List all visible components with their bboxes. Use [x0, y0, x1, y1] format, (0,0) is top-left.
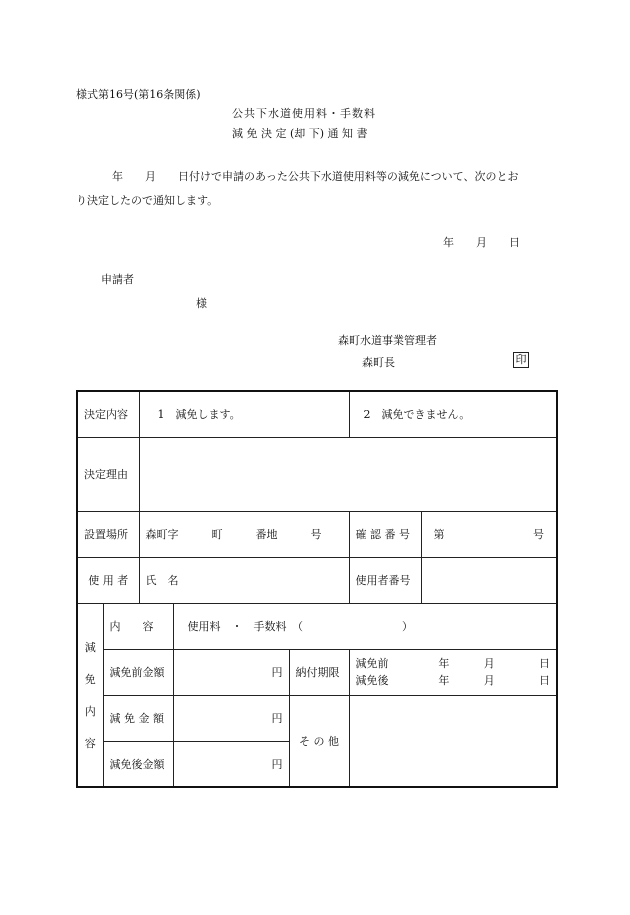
deadline-before-row — [356, 655, 551, 672]
section-char: 内 — [84, 704, 96, 718]
user-number-value — [421, 557, 557, 603]
after-amount-label: 減免後金額 — [103, 741, 173, 787]
other-label: そ の 他 — [289, 695, 349, 787]
honorific: 様 — [196, 297, 207, 310]
decision-option-reject: 2 減免できません。 — [349, 391, 557, 437]
reason-value — [139, 437, 557, 511]
after-amount-yen: 円 — [173, 741, 289, 787]
section-char: 容 — [84, 736, 96, 750]
before-amount-label: 減免前金額 — [103, 649, 173, 695]
body-line-1: 年 月 日付けで申請のあった公共下水道使用料等の減免について、次のとお — [112, 170, 519, 183]
user-number-label: 使用者番号 — [349, 557, 421, 603]
before-amount-yen: 円 — [173, 649, 289, 695]
decision-label: 決定内容 — [77, 391, 139, 437]
title-line-2: 減 免 決 定 (却 下) 通 知 書 — [232, 127, 368, 140]
deadline-before-month: 月 — [483, 657, 495, 670]
seal-mark — [513, 352, 529, 368]
deadline-dates — [349, 649, 557, 695]
deadline-after-row — [356, 672, 551, 689]
user-name-label: 氏 名 — [139, 557, 349, 603]
seal-box: 印 — [513, 352, 529, 368]
applicant-label: 申請者 — [101, 273, 134, 286]
section-char: 免 — [84, 672, 96, 686]
user-label: 使 用 者 — [77, 557, 139, 603]
location-value: 森町字 町 番地 号 — [139, 511, 349, 557]
section-char: 減 — [84, 640, 96, 654]
issue-date: 年 月 日 — [443, 236, 520, 249]
deadline-before-label: 減免前 — [355, 657, 389, 670]
confirm-number-label: 確 認 番 号 — [349, 511, 421, 557]
decision-option-approve: 1 減免します。 — [139, 391, 349, 437]
body-line-2: り決定したので通知します。 — [76, 194, 219, 207]
deadline-label: 納付期限 — [289, 649, 349, 695]
reason-label: 決定理由 — [77, 437, 139, 511]
reduction-amount-yen: 円 — [173, 695, 289, 741]
location-label: 設置場所 — [77, 511, 139, 557]
form-number: 様式第16号(第16条関係) — [76, 88, 201, 101]
content-value: 使用料 ・ 手数料 （ ） — [173, 603, 557, 649]
decision-table — [76, 390, 558, 788]
content-label: 内 容 — [103, 603, 173, 649]
deadline-before-year: 年 — [438, 657, 450, 670]
issuer-title: 森町水道事業管理者 — [338, 334, 437, 347]
reduction-amount-label: 減 免 金 額 — [103, 695, 173, 741]
reduction-section-label — [77, 603, 103, 787]
confirm-number-value — [421, 511, 557, 557]
deadline-after-day: 日 — [539, 674, 551, 687]
title-line-1: 公共下水道使用料・手数料 — [232, 107, 376, 120]
other-value — [349, 695, 557, 787]
deadline-after-year: 年 — [438, 674, 450, 687]
deadline-after-label: 減免後 — [355, 674, 389, 687]
deadline-before-day: 日 — [539, 657, 551, 670]
confirm-prefix: 第 — [433, 528, 445, 541]
confirm-suffix: 号 — [533, 528, 545, 541]
issuer-name: 森町長 — [362, 356, 395, 369]
deadline-after-month: 月 — [483, 674, 495, 687]
